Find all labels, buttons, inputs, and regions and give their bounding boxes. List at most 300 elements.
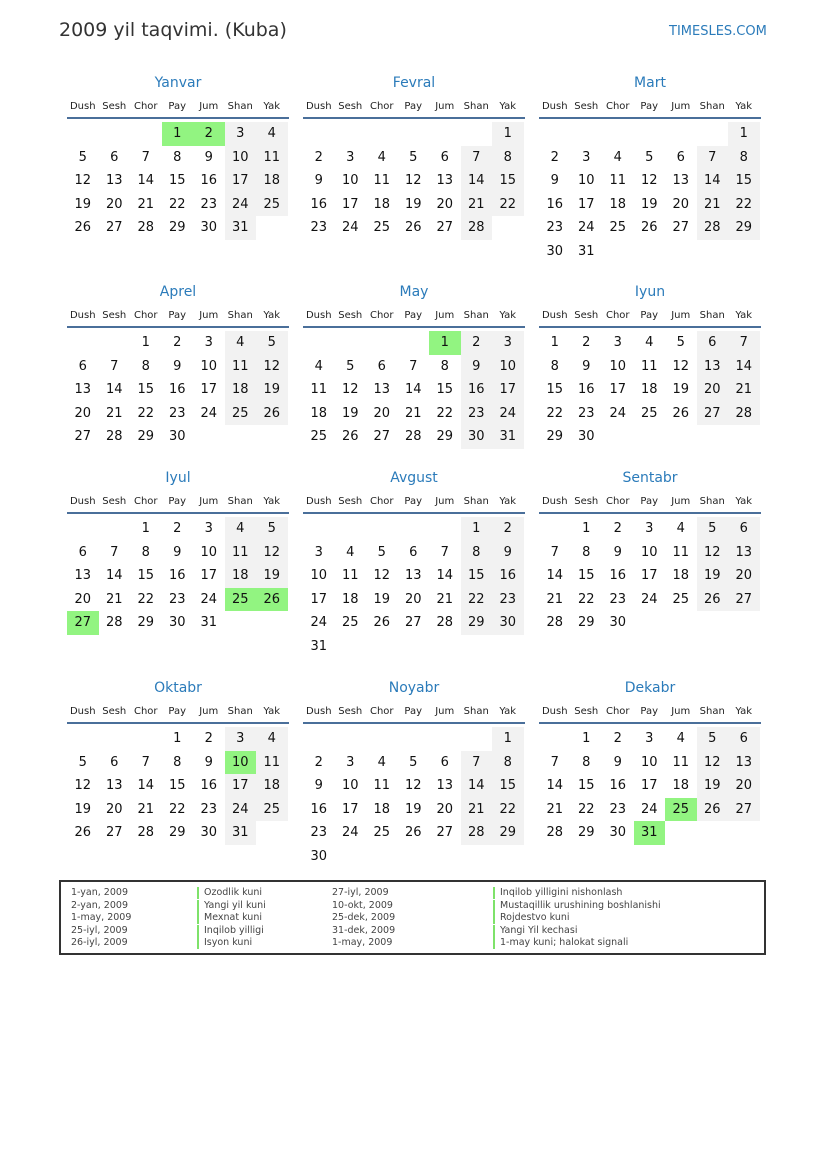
day-cell: 29 bbox=[577, 615, 595, 630]
day-cell: 28 bbox=[461, 821, 493, 845]
day-cell: 3 bbox=[613, 335, 622, 350]
day-cell: 4 bbox=[256, 727, 288, 751]
weekday-label: Sesh bbox=[102, 706, 127, 717]
empty-cell bbox=[366, 517, 398, 541]
holiday-marker bbox=[493, 925, 495, 937]
day-cell: 4 bbox=[256, 122, 288, 146]
day-cell: 29 bbox=[577, 825, 595, 840]
weekday-header bbox=[67, 95, 289, 119]
weekday-label: Pay bbox=[168, 496, 187, 507]
empty-cell bbox=[67, 331, 99, 355]
day-cell: 9 bbox=[314, 173, 323, 188]
empty-cell bbox=[398, 331, 430, 355]
weekday-label: Pay bbox=[404, 706, 423, 717]
weekday-label: Pay bbox=[404, 496, 423, 507]
day-cell: 15 bbox=[436, 382, 454, 397]
day-cell: 28 bbox=[105, 429, 123, 444]
day-cell: 18 bbox=[640, 382, 658, 397]
holiday-marker bbox=[493, 912, 495, 924]
weekday-label: Pay bbox=[640, 101, 659, 112]
day-grid bbox=[67, 122, 289, 240]
day-cell: 29 bbox=[461, 611, 493, 635]
day-cell: 9 bbox=[173, 544, 182, 560]
legend-holiday-name: Ozodlik kuni bbox=[204, 887, 262, 898]
day-grid bbox=[303, 727, 525, 868]
day-cell: 12 bbox=[672, 358, 690, 374]
day-cell: 19 bbox=[341, 405, 359, 421]
weekday-label: Chor bbox=[605, 496, 630, 507]
day-cell: 22 bbox=[577, 801, 595, 817]
day-cell: 1 bbox=[582, 521, 591, 536]
day-cell: 28 bbox=[137, 825, 155, 840]
legend-date: 25-iyl, 2009 bbox=[71, 924, 128, 936]
weekday-label: Sesh bbox=[102, 496, 127, 507]
day-cell: 19 bbox=[404, 801, 422, 817]
day-cell: 6 bbox=[110, 754, 119, 770]
day-cell: 14 bbox=[436, 568, 454, 583]
empty-cell bbox=[539, 727, 571, 751]
day-cell: 9 bbox=[582, 358, 591, 374]
day-cell: 16 bbox=[461, 378, 493, 402]
day-cell: 26 bbox=[256, 402, 288, 426]
day-cell: 23 bbox=[310, 220, 328, 235]
day-cell: 15 bbox=[137, 382, 155, 397]
weekday-label: Pay bbox=[404, 101, 423, 112]
weekday-label: Yak bbox=[263, 496, 281, 507]
month-sentabr bbox=[539, 468, 761, 635]
empty-cell bbox=[366, 727, 398, 751]
day-cell: 18 bbox=[341, 591, 359, 607]
weekday-label: Pay bbox=[168, 706, 187, 717]
holiday-marker bbox=[493, 900, 495, 912]
day-cell: 29 bbox=[436, 429, 454, 444]
day-cell: 30 bbox=[310, 848, 328, 864]
day-cell: 26 bbox=[404, 825, 422, 840]
empty-cell bbox=[665, 122, 697, 146]
day-cell: 14 bbox=[461, 774, 493, 798]
day-cell: 2 bbox=[314, 149, 323, 165]
day-cell: 23 bbox=[492, 588, 524, 612]
empty-cell bbox=[303, 517, 335, 541]
empty-cell bbox=[366, 122, 398, 146]
weekday-label: Sesh bbox=[338, 101, 363, 112]
day-cell: 5 bbox=[645, 149, 654, 165]
weekday-label: Yak bbox=[735, 496, 753, 507]
day-cell: 7 bbox=[728, 331, 760, 355]
day-cell: 6 bbox=[78, 358, 87, 374]
weekday-label: Chor bbox=[605, 706, 630, 717]
day-cell: 5 bbox=[697, 727, 729, 751]
day-cell: 14 bbox=[697, 169, 729, 193]
day-cell: 30 bbox=[609, 615, 627, 630]
legend-date: 2-yan, 2009 bbox=[71, 899, 128, 911]
day-cell: 1 bbox=[492, 727, 524, 751]
day-cell: 3 bbox=[225, 727, 257, 751]
weekday-label: Yak bbox=[263, 101, 281, 112]
day-cell: 9 bbox=[314, 778, 323, 793]
day-cell: 25 bbox=[256, 798, 288, 822]
day-cell: 18 bbox=[310, 405, 328, 421]
day-cell: 1 bbox=[461, 517, 493, 541]
day-cell: 20 bbox=[728, 774, 760, 798]
day-cell: 27 bbox=[672, 220, 690, 235]
day-cell: 12 bbox=[697, 541, 729, 565]
day-cell: 24 bbox=[492, 402, 524, 426]
day-cell: 21 bbox=[404, 405, 422, 421]
day-cell: 1 bbox=[728, 122, 760, 146]
day-cell: 13 bbox=[728, 541, 760, 565]
empty-cell bbox=[634, 122, 666, 146]
day-cell: 21 bbox=[461, 798, 493, 822]
empty-cell bbox=[67, 517, 99, 541]
day-cell: 1 bbox=[141, 335, 150, 350]
day-cell: 23 bbox=[609, 591, 627, 607]
weekday-label: Shan bbox=[227, 706, 253, 717]
month-name: Yanvar bbox=[154, 75, 202, 91]
day-cell: 26 bbox=[640, 220, 658, 235]
weekday-label: Dush bbox=[69, 496, 96, 507]
day-cell: 8 bbox=[141, 358, 150, 374]
day-cell: 15 bbox=[168, 173, 186, 188]
day-cell: 15 bbox=[728, 169, 760, 193]
day-cell: 28 bbox=[137, 220, 155, 235]
day-cell: 5 bbox=[676, 335, 685, 350]
weekday-header bbox=[67, 304, 289, 328]
holiday-cell: 1 bbox=[162, 122, 194, 146]
day-cell: 23 bbox=[310, 825, 328, 840]
day-cell: 7 bbox=[110, 544, 119, 560]
day-cell: 29 bbox=[168, 220, 186, 235]
day-cell: 3 bbox=[346, 149, 355, 165]
empty-cell bbox=[67, 727, 99, 751]
day-cell: 2 bbox=[173, 335, 182, 350]
day-cell: 31 bbox=[225, 821, 257, 845]
day-cell: 28 bbox=[436, 615, 454, 630]
day-cell: 23 bbox=[461, 402, 493, 426]
weekday-label: Sesh bbox=[338, 496, 363, 507]
weekday-label: Sesh bbox=[338, 706, 363, 717]
day-cell: 8 bbox=[141, 544, 150, 560]
day-cell: 21 bbox=[137, 801, 155, 817]
empty-cell bbox=[398, 517, 430, 541]
weekday-header bbox=[539, 304, 761, 328]
day-cell: 24 bbox=[341, 220, 359, 235]
day-cell: 10 bbox=[609, 358, 627, 374]
weekday-label: Dush bbox=[305, 706, 332, 717]
day-cell: 8 bbox=[492, 751, 524, 775]
day-cell: 22 bbox=[492, 193, 524, 217]
day-cell: 20 bbox=[436, 801, 454, 817]
day-cell: 4 bbox=[225, 517, 257, 541]
day-cell: 6 bbox=[697, 331, 729, 355]
day-cell: 18 bbox=[256, 774, 288, 798]
day-cell: 10 bbox=[200, 544, 218, 560]
day-cell: 20 bbox=[404, 591, 422, 607]
day-cell: 15 bbox=[492, 169, 524, 193]
day-cell: 12 bbox=[74, 173, 92, 188]
day-cell: 6 bbox=[110, 149, 119, 165]
day-cell: 17 bbox=[640, 778, 658, 793]
weekday-label: Shan bbox=[699, 496, 725, 507]
weekday-label: Yak bbox=[263, 310, 281, 321]
day-cell: 8 bbox=[173, 149, 182, 165]
day-cell: 30 bbox=[492, 611, 524, 635]
day-cell: 4 bbox=[346, 544, 355, 560]
day-cell: 10 bbox=[200, 358, 218, 374]
day-cell: 28 bbox=[404, 429, 422, 444]
weekday-label: Shan bbox=[463, 310, 489, 321]
day-cell: 16 bbox=[200, 778, 218, 793]
day-cell: 31 bbox=[492, 425, 524, 449]
day-cell: 9 bbox=[204, 754, 213, 770]
day-cell: 23 bbox=[168, 405, 186, 421]
day-cell: 20 bbox=[436, 196, 454, 212]
weekday-label: Shan bbox=[699, 706, 725, 717]
day-cell: 24 bbox=[225, 798, 257, 822]
weekday-label: Sesh bbox=[338, 310, 363, 321]
day-cell: 15 bbox=[492, 774, 524, 798]
day-cell: 28 bbox=[697, 216, 729, 240]
day-cell: 16 bbox=[200, 173, 218, 188]
holiday-cell: 25 bbox=[225, 588, 257, 612]
legend-date: 1-yan, 2009 bbox=[71, 887, 128, 898]
day-cell: 21 bbox=[137, 196, 155, 212]
empty-cell bbox=[335, 331, 367, 355]
month-name: Fevral bbox=[392, 75, 436, 91]
day-cell: 1 bbox=[141, 521, 150, 536]
weekday-header bbox=[539, 700, 761, 724]
day-cell: 11 bbox=[225, 355, 257, 379]
weekday-header bbox=[303, 490, 525, 514]
weekday-header bbox=[67, 700, 289, 724]
day-cell: 2 bbox=[461, 331, 493, 355]
day-cell: 26 bbox=[404, 220, 422, 235]
month-oktabr bbox=[67, 678, 289, 845]
day-cell: 17 bbox=[640, 568, 658, 583]
month-fevral bbox=[303, 73, 525, 240]
holiday-marker bbox=[197, 912, 199, 924]
page-title: 2009 yil taqvimi. (Kuba) bbox=[59, 19, 287, 41]
weekday-label: Pay bbox=[168, 310, 187, 321]
day-cell: 2 bbox=[582, 335, 591, 350]
day-cell: 15 bbox=[461, 564, 493, 588]
day-cell: 24 bbox=[310, 615, 328, 630]
weekday-label: Jum bbox=[199, 101, 219, 112]
empty-cell bbox=[335, 727, 367, 751]
month-name: Avgust bbox=[390, 470, 438, 486]
day-cell: 14 bbox=[137, 778, 155, 793]
day-cell: 15 bbox=[168, 778, 186, 793]
weekday-label: Yak bbox=[735, 310, 753, 321]
day-cell: 11 bbox=[373, 173, 391, 188]
weekday-label: Shan bbox=[463, 101, 489, 112]
day-cell: 3 bbox=[225, 122, 257, 146]
day-cell: 17 bbox=[341, 196, 359, 212]
day-cell: 2 bbox=[204, 731, 213, 746]
weekday-label: Jum bbox=[671, 496, 691, 507]
weekday-header bbox=[539, 490, 761, 514]
day-cell: 24 bbox=[200, 405, 218, 421]
day-cell: 30 bbox=[577, 429, 595, 444]
day-cell: 29 bbox=[546, 429, 564, 444]
empty-cell bbox=[429, 122, 461, 146]
day-cell: 7 bbox=[461, 751, 493, 775]
empty-cell bbox=[99, 122, 131, 146]
day-cell: 13 bbox=[436, 173, 454, 188]
day-cell: 30 bbox=[546, 243, 564, 259]
day-cell: 2 bbox=[173, 521, 182, 536]
day-grid bbox=[303, 517, 525, 658]
weekday-label: Jum bbox=[435, 310, 455, 321]
weekday-label: Chor bbox=[133, 101, 158, 112]
holiday-cell: 27 bbox=[67, 611, 99, 635]
day-cell: 1 bbox=[492, 122, 524, 146]
day-cell: 14 bbox=[728, 355, 760, 379]
weekday-label: Jum bbox=[199, 310, 219, 321]
legend-holiday-name: Yangi yil kuni bbox=[204, 899, 266, 911]
day-grid bbox=[539, 727, 761, 845]
month-iyul bbox=[67, 468, 289, 635]
empty-cell bbox=[99, 517, 131, 541]
day-cell: 6 bbox=[440, 754, 449, 770]
legend-holiday-name: Inqilob yilligi bbox=[204, 924, 264, 936]
day-cell: 17 bbox=[609, 382, 627, 397]
month-avgust bbox=[303, 468, 525, 658]
weekday-label: Shan bbox=[699, 101, 725, 112]
legend-holiday-name: Inqilob yilligini nishonlash bbox=[500, 887, 623, 898]
day-cell: 24 bbox=[225, 193, 257, 217]
empty-cell bbox=[539, 122, 571, 146]
holiday-cell: 2 bbox=[193, 122, 225, 146]
weekday-label: Shan bbox=[227, 496, 253, 507]
month-iyun bbox=[539, 282, 761, 449]
day-cell: 6 bbox=[676, 149, 685, 165]
legend-date: 1-may, 2009 bbox=[71, 912, 132, 923]
day-cell: 15 bbox=[137, 568, 155, 583]
day-cell: 11 bbox=[256, 751, 288, 775]
month-name: Iyun bbox=[634, 284, 666, 300]
day-cell: 12 bbox=[256, 541, 288, 565]
weekday-label: Shan bbox=[227, 101, 253, 112]
day-cell: 9 bbox=[613, 754, 622, 770]
day-cell: 28 bbox=[105, 615, 123, 630]
day-cell: 2 bbox=[314, 754, 323, 770]
weekday-label: Yak bbox=[263, 706, 281, 717]
day-cell: 15 bbox=[577, 568, 595, 583]
day-cell: 28 bbox=[546, 825, 564, 840]
day-cell: 4 bbox=[645, 335, 654, 350]
empty-cell bbox=[335, 122, 367, 146]
day-cell: 16 bbox=[492, 564, 524, 588]
day-cell: 11 bbox=[640, 358, 658, 374]
empty-cell bbox=[461, 122, 493, 146]
brand-link[interactable]: TIMESLES.COM bbox=[669, 24, 767, 39]
day-cell: 31 bbox=[200, 615, 218, 630]
legend-holiday-name: Rojdestvo kuni bbox=[500, 912, 570, 923]
day-cell: 17 bbox=[225, 169, 257, 193]
day-cell: 19 bbox=[256, 378, 288, 402]
day-cell: 23 bbox=[546, 220, 564, 235]
day-cell: 5 bbox=[346, 358, 355, 374]
day-cell: 13 bbox=[74, 382, 92, 397]
day-cell: 8 bbox=[582, 754, 591, 770]
day-cell: 26 bbox=[697, 588, 729, 612]
day-cell: 21 bbox=[461, 193, 493, 217]
day-cell: 19 bbox=[672, 382, 690, 397]
holiday-marker bbox=[493, 937, 495, 949]
day-cell: 1 bbox=[582, 731, 591, 746]
day-cell: 24 bbox=[341, 825, 359, 840]
day-cell: 2 bbox=[613, 521, 622, 536]
empty-cell bbox=[303, 727, 335, 751]
day-cell: 19 bbox=[373, 591, 391, 607]
day-cell: 4 bbox=[377, 149, 386, 165]
day-cell: 5 bbox=[78, 754, 87, 770]
day-cell: 23 bbox=[200, 196, 218, 212]
day-cell: 29 bbox=[168, 825, 186, 840]
weekday-label: Jum bbox=[435, 496, 455, 507]
day-cell: 21 bbox=[728, 378, 760, 402]
legend-date: 27-iyl, 2009 bbox=[332, 887, 389, 898]
day-cell: 10 bbox=[341, 778, 359, 793]
day-cell: 2 bbox=[613, 731, 622, 746]
day-cell: 8 bbox=[492, 146, 524, 170]
day-cell: 26 bbox=[341, 429, 359, 444]
day-cell: 16 bbox=[546, 196, 564, 212]
day-cell: 2 bbox=[550, 149, 559, 165]
day-cell: 13 bbox=[373, 382, 391, 397]
day-cell: 31 bbox=[225, 216, 257, 240]
day-cell: 26 bbox=[697, 798, 729, 822]
day-cell: 5 bbox=[78, 149, 87, 165]
day-cell: 24 bbox=[640, 801, 658, 817]
legend-date: 26-iyl, 2009 bbox=[71, 937, 128, 948]
day-cell: 22 bbox=[168, 801, 186, 817]
day-cell: 21 bbox=[546, 591, 564, 607]
day-cell: 10 bbox=[341, 173, 359, 188]
day-grid bbox=[67, 517, 289, 635]
empty-cell bbox=[398, 727, 430, 751]
day-cell: 25 bbox=[373, 220, 391, 235]
day-grid bbox=[539, 517, 761, 635]
weekday-header bbox=[539, 95, 761, 119]
day-cell: 4 bbox=[676, 731, 685, 746]
day-cell: 22 bbox=[168, 196, 186, 212]
legend-holiday-name: Mexnat kuni bbox=[204, 912, 262, 923]
weekday-label: Chor bbox=[133, 706, 158, 717]
month-mart bbox=[539, 73, 761, 263]
day-cell: 9 bbox=[204, 149, 213, 165]
day-cell: 26 bbox=[373, 615, 391, 630]
month-yanvar bbox=[67, 73, 289, 240]
month-name: Oktabr bbox=[154, 680, 202, 696]
day-cell: 3 bbox=[582, 149, 591, 165]
weekday-label: Pay bbox=[404, 310, 423, 321]
day-cell: 9 bbox=[613, 544, 622, 560]
month-aprel bbox=[67, 282, 289, 449]
day-cell: 3 bbox=[645, 521, 654, 536]
day-cell: 9 bbox=[550, 173, 559, 188]
day-cell: 22 bbox=[492, 798, 524, 822]
day-cell: 23 bbox=[609, 801, 627, 817]
day-cell: 3 bbox=[204, 335, 213, 350]
day-cell: 16 bbox=[609, 778, 627, 793]
day-cell: 6 bbox=[78, 544, 87, 560]
day-grid bbox=[539, 331, 761, 449]
day-cell: 5 bbox=[409, 149, 418, 165]
weekday-label: Dush bbox=[69, 310, 96, 321]
day-cell: 20 bbox=[74, 405, 92, 421]
